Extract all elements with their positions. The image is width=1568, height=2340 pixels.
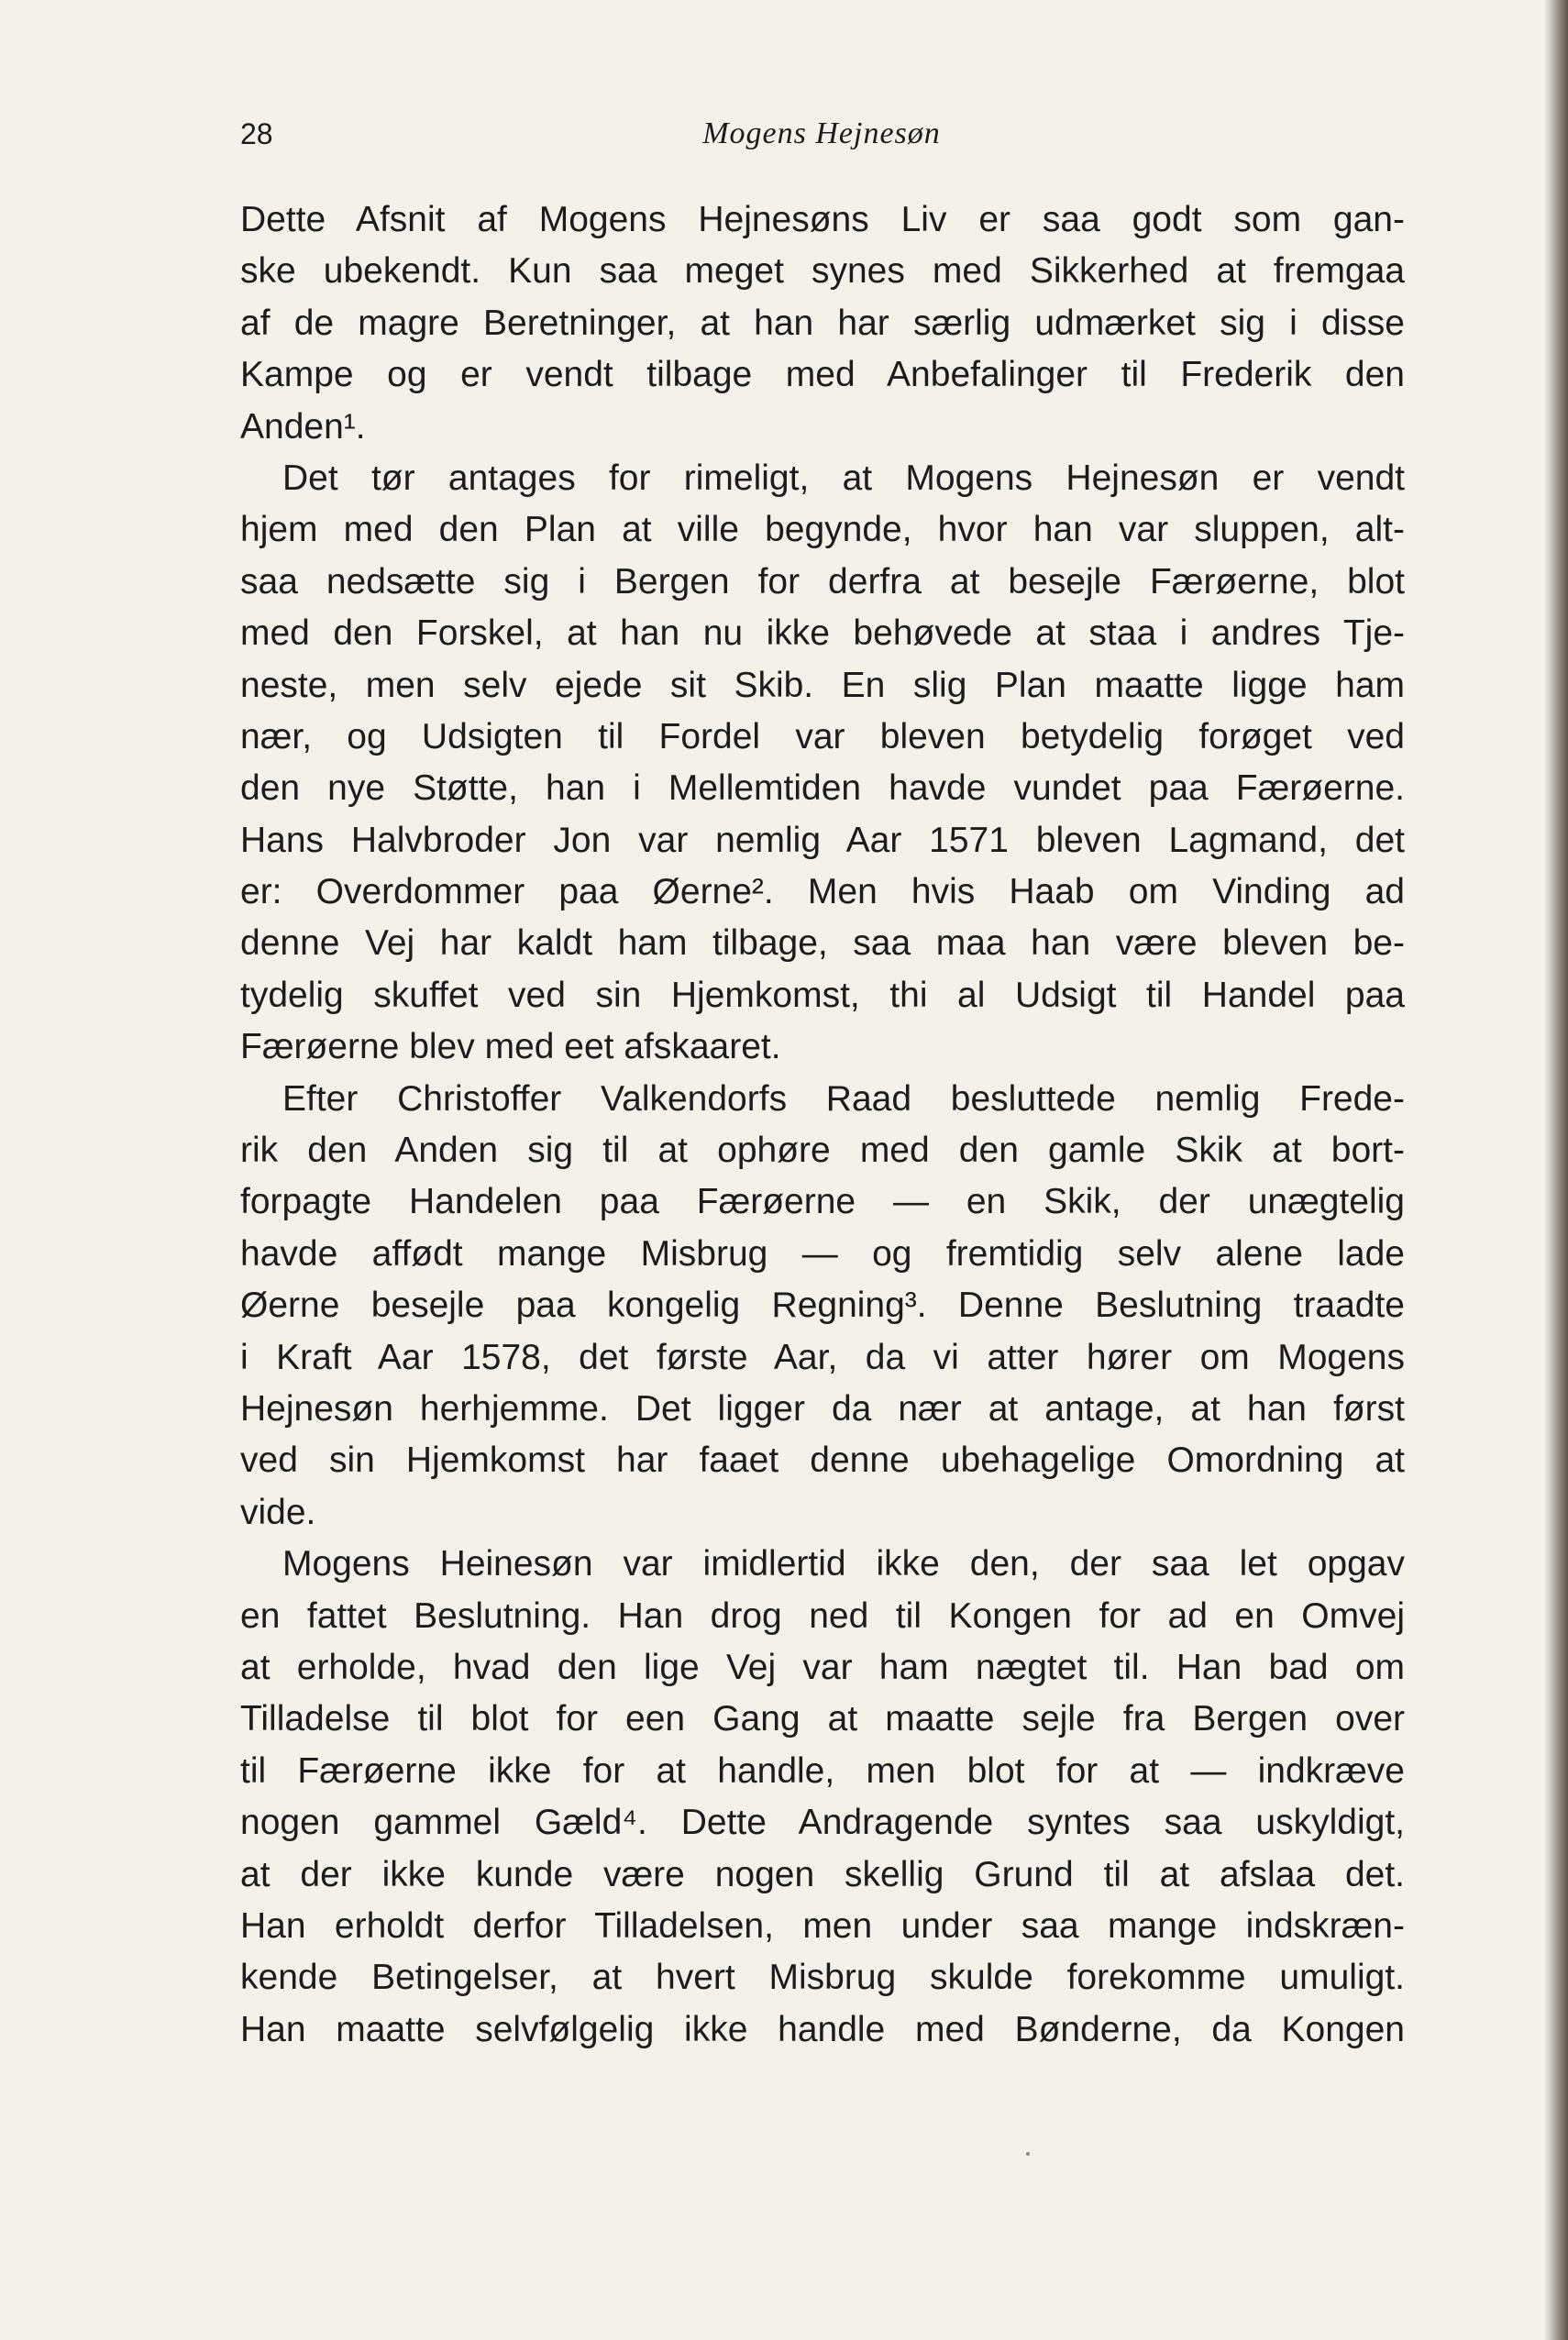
text-line: Hejnesøn herhjemme. Det ligger da nær at antage, at han først xyxy=(240,1388,1405,1429)
text-line: forpagte Handelen paa Færøerne — en Skik, der unægtelig xyxy=(240,1182,1405,1222)
text-line: havde affødt mange Misbrug — og fremtidig selv alene lade xyxy=(240,1233,1405,1274)
text-line: Anden¹. xyxy=(240,406,366,447)
body-text xyxy=(240,194,1405,2056)
text-line: nogen gammel Gæld⁴. Dette Andragende syntes saa uskyldigt, xyxy=(240,1803,1405,1843)
text-line: vide. xyxy=(240,1492,316,1532)
text-line: af de magre Beretninger, at han har særlig udmærket sig i disse xyxy=(240,303,1405,343)
text-line: Færøerne blev med eet afskaaret. xyxy=(240,1027,781,1067)
text-line: den nye Støtte, han i Mellemtiden havde vundet paa Færøerne. xyxy=(240,768,1405,809)
text-line: denne Vej har kaldt ham tilbage, saa maa han være bleven be- xyxy=(240,923,1405,964)
paper-speck xyxy=(1026,2152,1030,2156)
page-number: 28 xyxy=(240,117,273,150)
text-line: kende Betingelser, at hvert Misbrug skulde forekomme umuligt. xyxy=(240,1958,1405,1998)
text-line: neste, men selv ejede sit Skib. En slig Plan maatte ligge ham xyxy=(240,665,1405,705)
text-line: ved sin Hjemkomst har faaet denne ubehagelige Omordning at xyxy=(240,1440,1405,1481)
text-line: med den Forskel, at han nu ikke behøvede at staa i andres Tje- xyxy=(240,613,1405,654)
text-line: at erholde, hvad den lige Vej var ham nægtet til. Han bad om xyxy=(240,1647,1405,1687)
text-line: rik den Anden sig til at ophøre med den gamle Skik at bort- xyxy=(240,1131,1405,1171)
text-line: Kampe og er vendt tilbage med Anbefalinger til Frederik den xyxy=(240,355,1405,395)
text-line: nær, og Udsigten til Fordel var bleven betydelig forøget ved xyxy=(240,716,1405,756)
text-line: i Kraft Aar 1578, det første Aar, da vi atter hører om Mogens xyxy=(240,1337,1405,1377)
paragraph-first-line: Efter Christoffer Valkendorfs Raad besluttede nemlig Frede- xyxy=(282,1078,1405,1119)
paragraph-first-line: Mogens Heinesøn var imidlertid ikke den, der saa let opgav xyxy=(282,1544,1405,1584)
text-line: Han erholdt derfor Tilladelsen, men under saa mange indskræn- xyxy=(240,1905,1405,1946)
text-line: at der ikke kunde være nogen skellig Grund til at afslaa det. xyxy=(240,1854,1405,1894)
page-edge-shadow xyxy=(1544,0,1568,2340)
page-header xyxy=(240,110,1403,158)
text-line: Tilladelse til blot for een Gang at maatte sejle fra Bergen over xyxy=(240,1699,1405,1739)
text-line: en fattet Beslutning. Han drog ned til Kongen for ad en Omvej xyxy=(240,1595,1405,1636)
text-line: tydelig skuffet ved sin Hjemkomst, thi al Udsigt til Handel paa xyxy=(240,975,1405,1015)
text-line: saa nedsætte sig i Bergen for derfra at besejle Færøerne, blot xyxy=(240,561,1405,602)
running-title: Mogens Hejnesøn xyxy=(702,116,941,150)
text-line: Øerne besejle paa kongelig Regning³. Denne Beslutning traadte xyxy=(240,1286,1405,1326)
text-line: hjem med den Plan at ville begynde, hvor han var sluppen, alt- xyxy=(240,510,1405,550)
text-line: Dette Afsnit af Mogens Hejnesøns Liv er saa godt som gan- xyxy=(240,200,1405,239)
text-line: til Færøerne ikke for at handle, men blot for at — indkræve xyxy=(240,1750,1405,1791)
text-line: Hans Halvbroder Jon var nemlig Aar 1571 bleven Lagmand, det xyxy=(240,820,1405,860)
paragraph-first-line: Det tør antages for rimeligt, at Mogens Hejnesøn er vendt xyxy=(282,458,1405,498)
text-line: ske ubekendt. Kun saa meget synes med Sikkerhed at fremgaa xyxy=(240,251,1405,292)
text-line: er: Overdommer paa Øerne². Men hvis Haab om Vinding ad xyxy=(240,872,1405,912)
text-line: Han maatte selvfølgelig ikke handle med Bønderne, da Kongen xyxy=(240,2009,1405,2049)
